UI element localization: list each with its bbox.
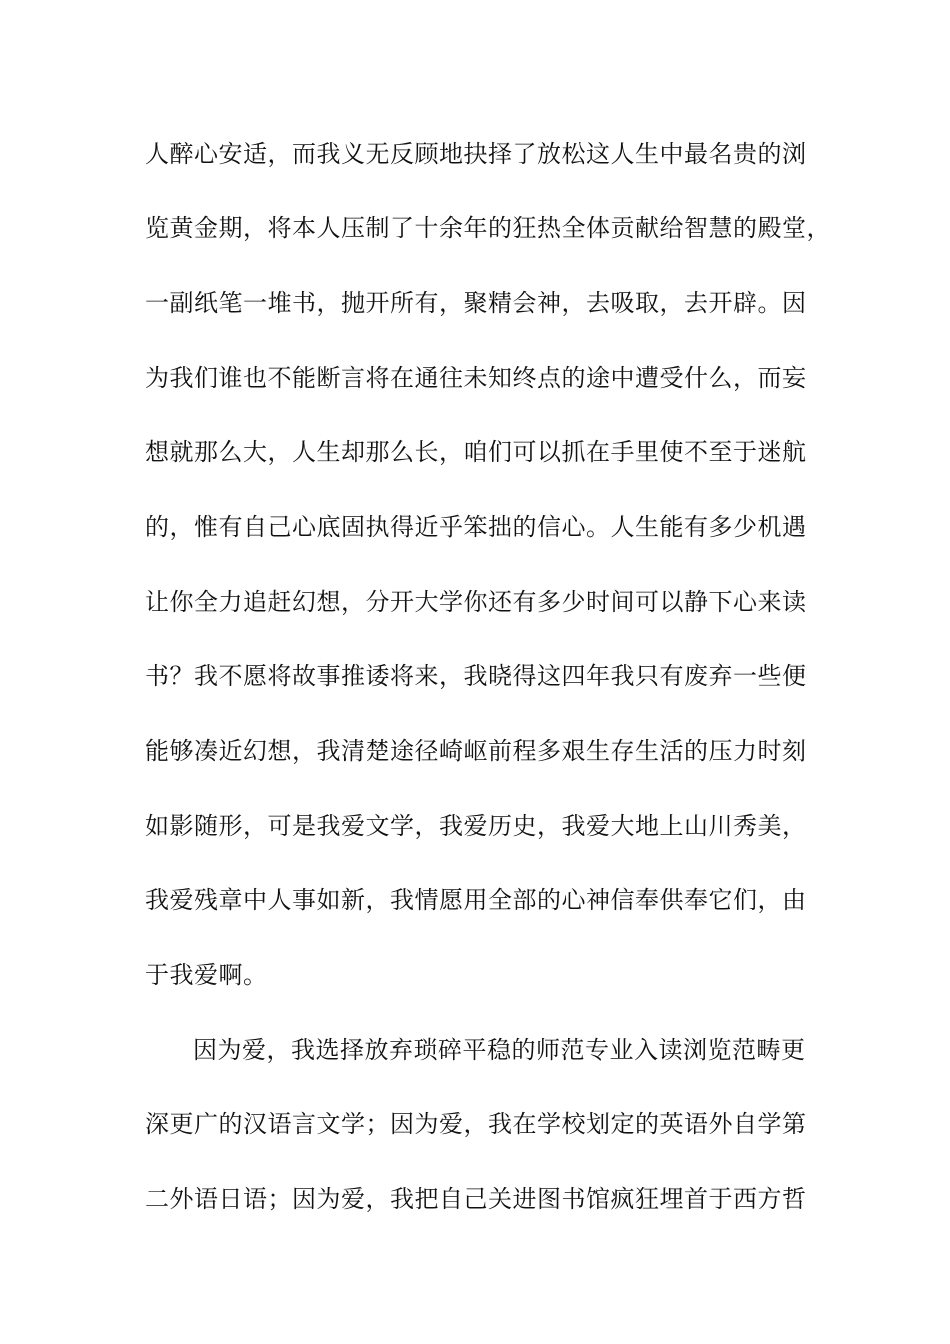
text-line: 于我爱啊。: [145, 961, 268, 989]
text-line: 想就那么大，人生却那么长，咱们可以抓在手里使不至于迷航: [145, 438, 807, 466]
text-line: 如影随形，可是我爱文学，我爱历史，我爱大地上山川秀美，: [145, 812, 807, 840]
text-line: 书？我不愿将故事推诿将来，我晓得这四年我只有废弃一些便: [145, 662, 807, 690]
text-line: 人醉心安适，而我义无反顾地抉择了放松这人生中最名贵的浏: [145, 140, 807, 168]
text-line: 深更广的汉语言文学；因为爱，我在学校划定的英语外自学第: [145, 1110, 807, 1138]
text-line: 因为爱，我选择放弃琐碎平稳的师范专业入读浏览范畴更: [193, 1036, 806, 1064]
text-line: 的，惟有自己心底固执得近乎笨拙的信心。人生能有多少机遇: [145, 513, 807, 541]
text-line: 览黄金期，将本人压制了十余年的狂热全体贡献给智慧的殿堂，: [145, 214, 831, 242]
text-line: 我爱残章中人事如新，我情愿用全部的心神信奉供奉它们，由: [145, 886, 807, 914]
text-line: 一副纸笔一堆书，抛开所有，聚精会神，去吸取，去开辟。因: [145, 289, 807, 317]
text-line: 二外语日语；因为爱，我把自己关进图书馆疯狂埋首于西方哲: [145, 1185, 807, 1213]
text-line: 能够凑近幻想，我清楚途径崎岖前程多艰生存生活的压力时刻: [145, 737, 807, 765]
text-line: 为我们谁也不能断言将在通往未知终点的途中遭受什么，而妄: [145, 364, 807, 392]
text-line: 让你全力追赶幻想，分开大学你还有多少时间可以静下心来读: [145, 588, 807, 616]
